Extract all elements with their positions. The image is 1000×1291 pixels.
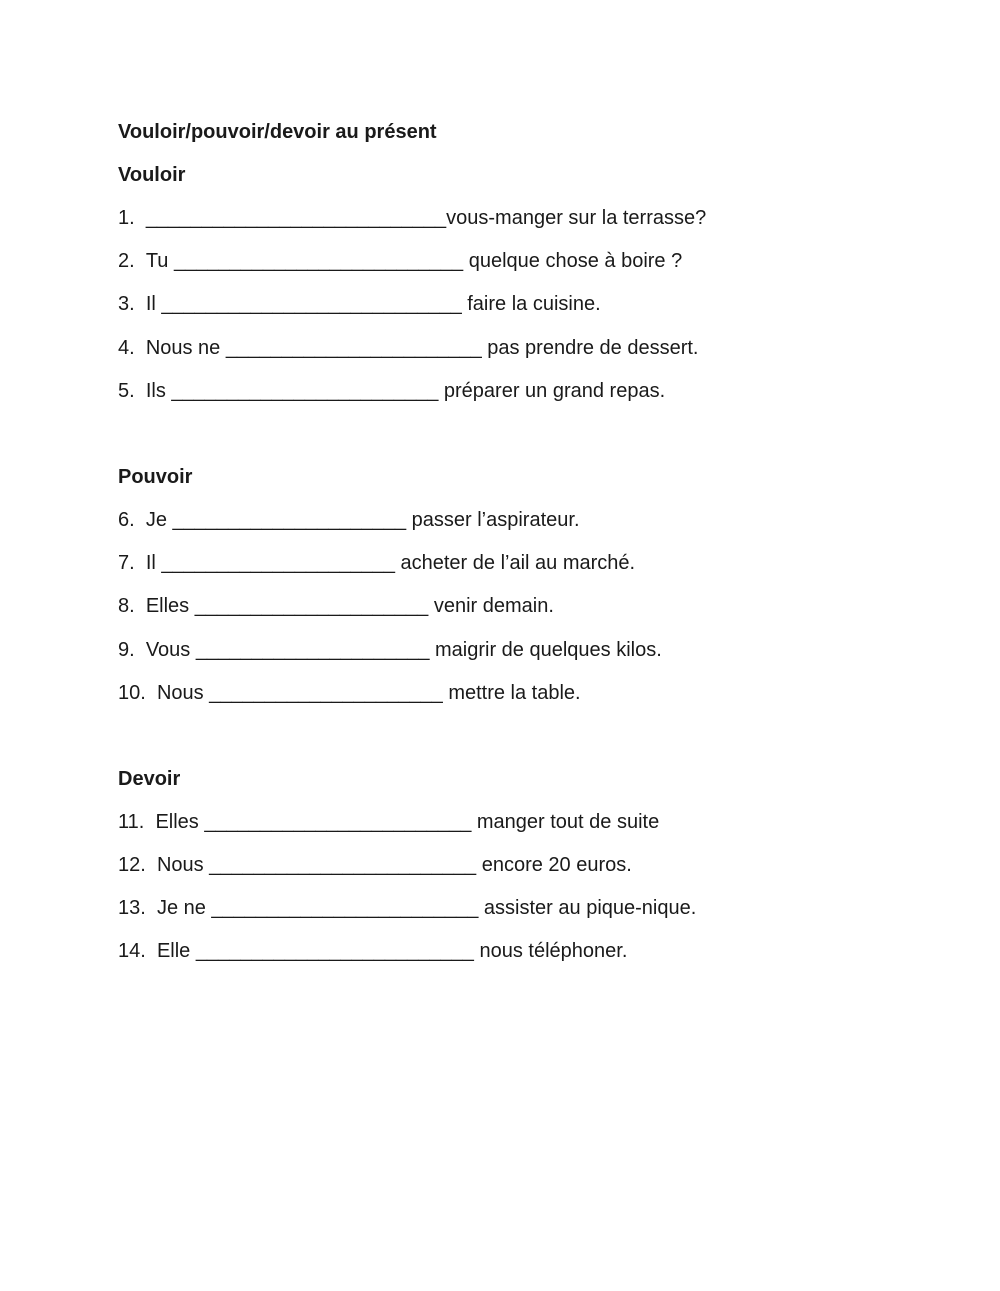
exercise-item <box>118 896 696 920</box>
item-text: Elles _____________________ venir demain. <box>145 595 554 617</box>
item-text: ___________________________vous-manger sur la terrasse? <box>145 207 707 229</box>
exercise-item <box>118 336 699 360</box>
item-number: 2. <box>118 250 135 272</box>
exercise-item <box>118 638 662 662</box>
section-heading-devoir: Devoir <box>118 768 181 790</box>
exercise-item <box>118 681 581 705</box>
item-text: Je ne ________________________ assister au pique-nique. <box>156 897 697 919</box>
worksheet-title: Vouloir/pouvoir/devoir au présent <box>118 121 437 143</box>
item-number: 11. <box>118 811 145 833</box>
item-text: Il ___________________________ faire la cuisine. <box>145 293 601 315</box>
item-text: Je _____________________ passer l’aspirateur. <box>145 509 580 531</box>
exercise-item <box>118 853 632 877</box>
exercise-item <box>118 206 706 230</box>
item-number: 5. <box>118 380 135 402</box>
section-heading-vouloir: Vouloir <box>118 164 186 186</box>
item-text: Il _____________________ acheter de l’ail au marché. <box>145 552 636 574</box>
exercise-item <box>118 551 635 575</box>
item-number: 4. <box>118 337 135 359</box>
section-heading-pouvoir: Pouvoir <box>118 466 193 488</box>
item-text: Nous ne _______________________ pas prendre de dessert. <box>145 337 699 359</box>
item-number: 9. <box>118 639 135 661</box>
item-number: 3. <box>118 293 135 315</box>
item-number: 1. <box>118 207 135 229</box>
item-number: 13. <box>118 897 146 919</box>
exercise-item <box>118 292 601 316</box>
item-text: Ils ________________________ préparer un grand repas. <box>145 380 666 402</box>
item-text: Elle _________________________ nous téléphoner. <box>156 940 628 962</box>
exercise-item <box>118 249 682 273</box>
exercise-item <box>118 594 554 618</box>
item-text: Tu __________________________ quelque chose à boire ? <box>145 250 683 272</box>
item-number: 12. <box>118 854 146 876</box>
item-number: 14. <box>118 940 146 962</box>
item-text: Nous ________________________ encore 20 euros. <box>156 854 632 876</box>
exercise-item <box>118 810 659 834</box>
item-text: Nous _____________________ mettre la table. <box>156 682 581 704</box>
item-number: 7. <box>118 552 135 574</box>
item-text: Vous _____________________ maigrir de quelques kilos. <box>145 639 662 661</box>
exercise-item <box>118 379 665 403</box>
item-text: Elles ________________________ manger tout de suite <box>155 811 660 833</box>
item-number: 10. <box>118 682 146 704</box>
exercise-item <box>118 939 627 963</box>
item-number: 8. <box>118 595 135 617</box>
item-number: 6. <box>118 509 135 531</box>
exercise-item <box>118 508 580 532</box>
